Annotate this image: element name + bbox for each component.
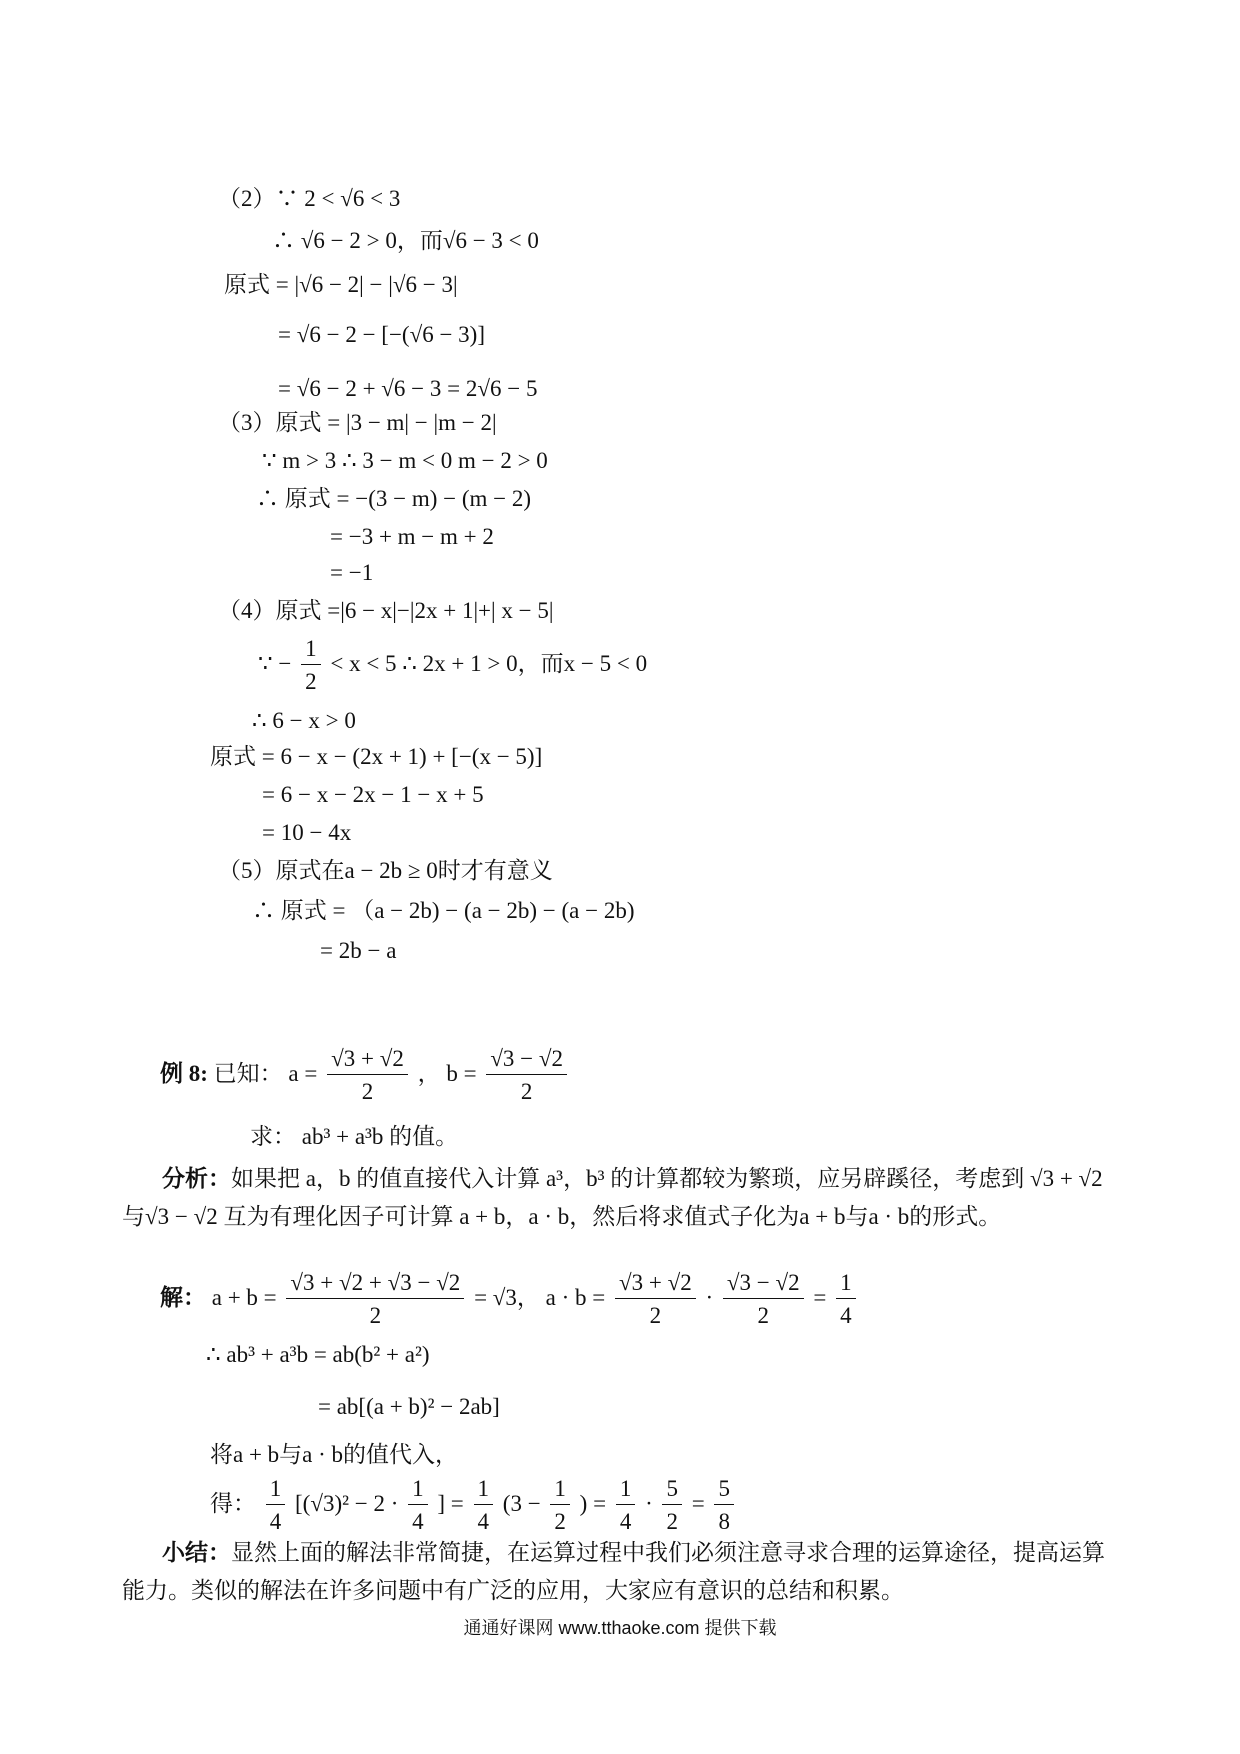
summary-label: 小结： xyxy=(162,1540,231,1565)
r1-den: 4 xyxy=(269,1509,282,1534)
r1-mid: [(√3)² − 2 · xyxy=(295,1490,399,1516)
page-footer: 通通好课网 www.tthaoke.com 提供下载 xyxy=(463,1618,777,1638)
r6-mid: = xyxy=(691,1490,705,1516)
r4-num: 1 xyxy=(550,1476,570,1505)
r5-mid: · xyxy=(645,1490,653,1516)
cond-prefix: ∵ − xyxy=(258,650,292,676)
line-5-2: ∴ 原式 = （a − 2b) − (a − 2b) − (a − 2b) xyxy=(252,898,635,923)
solution-result xyxy=(210,1476,738,1535)
prod-eq: = xyxy=(813,1284,827,1310)
r2-fraction xyxy=(408,1476,428,1535)
r3-mid: (3 − xyxy=(502,1490,541,1516)
line-2-2: ∴ √6 − 2 > 0，而√6 − 3 < 0 xyxy=(272,228,539,253)
p2-fraction xyxy=(723,1270,804,1329)
a-den: 2 xyxy=(361,1079,374,1104)
a-fraction xyxy=(327,1046,408,1105)
p1-den: 2 xyxy=(649,1303,662,1328)
cond-frac-den: 2 xyxy=(305,669,317,694)
line-5-1: （5）原式在a − 2b ≥ 0时才有意义 xyxy=(218,858,553,883)
r6-fraction xyxy=(662,1476,682,1535)
sum-den: 2 xyxy=(369,1303,382,1328)
analysis-text: 如果把 a，b 的值直接代入计算 a³，b³ 的计算都较为繁琐，应另辟蹊径，考虑到 √3 + √2与√3 − √2 互为有理化因子可计算 a + b，a · b，然后将求值式子化为a + b与a · b的形式。 xyxy=(122,1166,1103,1229)
sum-lhs: a + b = xyxy=(211,1284,277,1310)
r7-num: 5 xyxy=(714,1476,734,1505)
r7-den: 8 xyxy=(718,1509,730,1534)
line-4-2 xyxy=(258,636,647,695)
r2-mid: ] = xyxy=(437,1490,464,1516)
analysis-label: 分析： xyxy=(162,1166,231,1191)
line-2-3: 原式 = |√6 − 2| − |√6 − 3| xyxy=(224,272,458,297)
cond-fraction xyxy=(301,636,321,695)
r4-mid: ) = xyxy=(579,1490,607,1516)
prod-dot: · xyxy=(705,1284,714,1310)
a-num: √3 + √2 xyxy=(327,1046,408,1075)
r3-num: 1 xyxy=(474,1476,494,1505)
r1-fraction xyxy=(266,1476,286,1535)
solution-step-1: ∴ ab³ + a³b = ab(b² + a²) xyxy=(206,1342,430,1367)
r6-num: 5 xyxy=(662,1476,682,1505)
analysis-paragraph xyxy=(122,1160,1122,1236)
r5-num: 1 xyxy=(616,1476,636,1505)
r7-fraction xyxy=(714,1476,734,1535)
line-4-1: （4）原式 =|6 − x|−|2x + 1|+| x − 5| xyxy=(218,598,554,623)
p-num: 1 xyxy=(836,1270,856,1299)
b-fraction xyxy=(486,1046,567,1105)
sum-rhs: = √3， xyxy=(474,1284,540,1310)
r6-den: 2 xyxy=(666,1509,678,1534)
line-3-1: （3）原式 = |3 − m| − |m − 2| xyxy=(218,410,497,435)
prod-lhs: a · b = xyxy=(545,1284,606,1310)
sum-fraction xyxy=(286,1270,464,1329)
p2-den: 2 xyxy=(757,1303,770,1328)
r4-fraction xyxy=(550,1476,570,1535)
p2-num: √3 − √2 xyxy=(723,1270,804,1299)
example8-label: 例 8: xyxy=(160,1060,208,1086)
p-fraction xyxy=(836,1270,856,1329)
line-2-1: （2）∵ 2 < √6 < 3 xyxy=(218,186,401,211)
example8-given xyxy=(160,1046,571,1105)
cond-frac-num: 1 xyxy=(301,636,321,665)
solution-substitute: 将a + b与a · b的值代入， xyxy=(210,1442,459,1467)
line-3-4: = −3 + m − m + 2 xyxy=(330,524,494,549)
line-4-4: 原式 = 6 − x − (2x + 1) + [−(x − 5)] xyxy=(210,744,543,769)
sep: ， xyxy=(417,1060,441,1086)
r5-den: 4 xyxy=(619,1509,632,1534)
sum-num: √3 + √2 + √3 − √2 xyxy=(286,1270,464,1299)
r4-den: 2 xyxy=(554,1509,566,1534)
line-3-2: ∵ m > 3 ∴ 3 − m < 0 m − 2 > 0 xyxy=(262,448,548,473)
line-3-3: ∴ 原式 = −(3 − m) − (m − 2) xyxy=(256,486,532,511)
b-lhs: b = xyxy=(446,1060,477,1086)
r2-den: 4 xyxy=(412,1509,424,1534)
b-num: √3 − √2 xyxy=(486,1046,567,1075)
p-den: 4 xyxy=(840,1303,852,1328)
r5-fraction xyxy=(616,1476,636,1535)
summary-paragraph xyxy=(122,1534,1122,1610)
line-2-5: = √6 − 2 + √6 − 3 = 2√6 − 5 xyxy=(278,376,538,401)
r3-fraction xyxy=(474,1476,494,1535)
r3-den: 4 xyxy=(477,1509,490,1534)
b-den: 2 xyxy=(520,1079,533,1104)
p1-fraction xyxy=(615,1270,696,1329)
solution-line-1 xyxy=(160,1270,860,1329)
line-4-3: ∴ 6 − x > 0 xyxy=(252,708,356,733)
solution-step-2: = ab[(a + b)² − 2ab] xyxy=(318,1394,500,1419)
line-4-6: = 10 − 4x xyxy=(262,820,352,845)
r2-num: 1 xyxy=(408,1476,428,1505)
p1-num: √3 + √2 xyxy=(615,1270,696,1299)
example8-ask: 求： ab³ + a³b 的值。 xyxy=(250,1124,459,1149)
a-lhs: a = xyxy=(288,1060,318,1086)
r1-num: 1 xyxy=(266,1476,286,1505)
line-3-5: = −1 xyxy=(330,560,374,585)
result-label: 得： xyxy=(210,1490,256,1516)
line-4-5: = 6 − x − 2x − 1 − x + 5 xyxy=(262,782,484,807)
line-5-3: = 2b − a xyxy=(320,938,397,963)
line-2-4: = √6 − 2 − [−(√6 − 3)] xyxy=(278,322,485,347)
cond-suffix: < x < 5 ∴ 2x + 1 > 0，而x − 5 < 0 xyxy=(330,650,648,676)
example8-given-word: 已知： xyxy=(213,1060,283,1086)
solution-label: 解： xyxy=(160,1284,206,1310)
summary-text: 显然上面的解法非常简捷，在运算过程中我们必须注意寻求合理的运算途径，提高运算能力。类似的解法在许多问题中有广泛的应用，大家应有意识的总结和积累。 xyxy=(122,1540,1105,1603)
